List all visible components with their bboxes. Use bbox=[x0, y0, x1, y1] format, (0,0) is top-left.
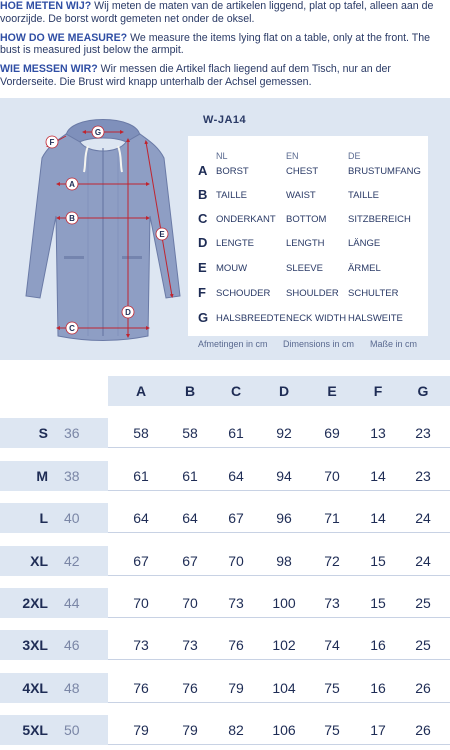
diagram-label-d: D bbox=[125, 308, 131, 317]
measurement-value: 70 bbox=[133, 595, 149, 611]
row-divider bbox=[108, 575, 450, 576]
size-label-cell bbox=[0, 461, 108, 491]
size-name: S bbox=[38, 425, 48, 441]
instructions-en bbox=[0, 32, 446, 58]
product-code: W-JA14 bbox=[203, 114, 247, 126]
diagram-label-c: C bbox=[69, 324, 75, 333]
legend-letter: C bbox=[198, 211, 208, 226]
measurement-value: 70 bbox=[324, 468, 340, 484]
measurement-value: 64 bbox=[228, 468, 244, 484]
legend-en: SLEEVE bbox=[286, 263, 323, 274]
size-name: M bbox=[36, 468, 48, 484]
measurement-value: 61 bbox=[182, 468, 198, 484]
diagram-label-b: B bbox=[69, 214, 75, 223]
measurement-value: 104 bbox=[272, 680, 296, 696]
column-header-b: B bbox=[184, 383, 196, 399]
size-eu: 50 bbox=[64, 722, 80, 738]
legend-header-nl: NL bbox=[216, 151, 228, 161]
diagram-label-e: E bbox=[159, 230, 165, 239]
heading-nl: HOE METEN WIJ? bbox=[0, 0, 92, 12]
measurement-value: 67 bbox=[182, 553, 198, 569]
text-en: We measure the items lying flat on a table, only at the front. The bust is measured just below the armpit. bbox=[0, 31, 430, 57]
measurement-value: 24 bbox=[415, 553, 431, 569]
table-row bbox=[0, 630, 450, 660]
legend-row-c bbox=[188, 210, 428, 230]
legend-row-d bbox=[188, 234, 428, 254]
legend-de: ÄRMEL bbox=[348, 263, 381, 274]
table-row bbox=[0, 588, 450, 618]
legend-row-g bbox=[188, 309, 428, 329]
legend-letter: E bbox=[198, 260, 207, 275]
measurement-value: 73 bbox=[324, 595, 340, 611]
diagram-label-f: F bbox=[49, 138, 55, 147]
legend-letter: F bbox=[198, 285, 206, 300]
measurement-value: 13 bbox=[370, 425, 386, 441]
measurement-value: 102 bbox=[272, 637, 296, 653]
legend-header-de: DE bbox=[348, 151, 361, 161]
measurement-value: 72 bbox=[324, 553, 340, 569]
legend-en: WAIST bbox=[286, 190, 316, 201]
legend-nl: BORST bbox=[216, 166, 249, 177]
size-name: 2XL bbox=[22, 595, 48, 611]
legend-row-f bbox=[188, 284, 428, 304]
measurement-value: 64 bbox=[133, 510, 149, 526]
measurement-value: 61 bbox=[228, 425, 244, 441]
legend-de: BRUSTUMFANG bbox=[348, 166, 421, 177]
measurement-value: 75 bbox=[324, 722, 340, 738]
measurement-value: 25 bbox=[415, 595, 431, 611]
size-label-cell bbox=[0, 546, 108, 576]
legend-letter: A bbox=[198, 163, 208, 178]
row-divider bbox=[108, 447, 450, 448]
legend-nl: MOUW bbox=[216, 263, 248, 274]
legend-nl: TAILLE bbox=[216, 190, 247, 201]
measurement-value: 67 bbox=[228, 510, 244, 526]
size-label-cell bbox=[0, 418, 108, 448]
column-header-c: C bbox=[230, 383, 242, 399]
size-eu: 46 bbox=[64, 637, 80, 653]
text-nl: Wij meten de maten van de artikelen liggend, plat op tafel, alleen aan de voorzijde. De borst wordt gemeten net onder de oksel. bbox=[0, 0, 434, 25]
size-label-cell bbox=[0, 715, 108, 745]
legend-nl: ONDERKANT bbox=[216, 214, 276, 225]
measurement-value: 15 bbox=[370, 553, 386, 569]
legend-de: TAILLE bbox=[348, 190, 379, 201]
size-label-cell bbox=[0, 630, 108, 660]
measurement-value: 26 bbox=[415, 722, 431, 738]
measurement-value: 79 bbox=[133, 722, 149, 738]
measurement-value: 26 bbox=[415, 680, 431, 696]
column-header-a: A bbox=[135, 383, 147, 399]
measurement-value: 70 bbox=[182, 595, 198, 611]
measurement-value: 14 bbox=[370, 468, 386, 484]
measurement-value: 79 bbox=[228, 680, 244, 696]
size-name: XL bbox=[30, 553, 48, 569]
diagram-label-g: G bbox=[94, 128, 102, 137]
legend-nl: SCHOUDER bbox=[216, 288, 271, 299]
measurement-value: 58 bbox=[182, 425, 198, 441]
coat-diagram bbox=[18, 106, 188, 351]
text-de: Wir messen die Artikel flach liegend auf dem Tisch, nur an der Vorderseite. Die Brust wird knapp unterhalb der Achsel gemessen. bbox=[0, 63, 391, 88]
size-eu: 42 bbox=[64, 553, 80, 569]
legend-en: NECK WIDTH bbox=[286, 313, 347, 324]
measurement-value: 17 bbox=[370, 722, 386, 738]
legend-en: LENGTH bbox=[286, 238, 325, 249]
legend-row-a bbox=[188, 162, 428, 182]
column-header-e: E bbox=[327, 383, 337, 399]
measurement-legend bbox=[188, 136, 428, 336]
measurement-value: 94 bbox=[276, 468, 292, 484]
measurement-value: 16 bbox=[370, 637, 386, 653]
measurement-value: 100 bbox=[272, 595, 296, 611]
measurement-value: 71 bbox=[324, 510, 340, 526]
measurement-value: 23 bbox=[415, 425, 431, 441]
size-eu: 40 bbox=[64, 510, 80, 526]
measurement-value: 67 bbox=[133, 553, 149, 569]
dimensions-de: Maße in cm bbox=[370, 339, 418, 349]
size-eu: 44 bbox=[64, 595, 80, 611]
heading-en: HOW DO WE MEASURE? bbox=[0, 31, 128, 44]
size-eu: 48 bbox=[64, 680, 80, 696]
size-label-cell bbox=[0, 588, 108, 618]
measurement-value: 82 bbox=[228, 722, 244, 738]
measurement-value: 64 bbox=[182, 510, 198, 526]
measurement-value: 70 bbox=[228, 553, 244, 569]
legend-nl: LENGTE bbox=[216, 238, 255, 249]
instructions-de bbox=[0, 63, 446, 89]
dimensions-nl: Afmetingen in cm bbox=[198, 339, 268, 349]
size-label-cell bbox=[0, 673, 108, 703]
table-row bbox=[0, 546, 450, 576]
measurement-value: 98 bbox=[276, 553, 292, 569]
measurement-value: 61 bbox=[133, 468, 149, 484]
heading-de: WIE MESSEN WIR? bbox=[0, 63, 98, 76]
size-name: 3XL bbox=[22, 637, 48, 653]
legend-letter: B bbox=[198, 187, 208, 202]
measurement-value: 14 bbox=[370, 510, 386, 526]
legend-de: LÄNGE bbox=[348, 238, 381, 249]
size-eu: 36 bbox=[64, 425, 80, 441]
legend-de: SITZBEREICH bbox=[348, 214, 411, 225]
measurement-value: 15 bbox=[370, 595, 386, 611]
dimensions-note bbox=[190, 339, 430, 353]
measurement-value: 58 bbox=[133, 425, 149, 441]
row-divider bbox=[108, 532, 450, 533]
measurement-value: 75 bbox=[324, 680, 340, 696]
measurement-value: 73 bbox=[182, 637, 198, 653]
measurement-value: 106 bbox=[272, 722, 296, 738]
measurement-panel bbox=[0, 98, 450, 360]
instructions-nl bbox=[0, 0, 446, 26]
measurement-value: 25 bbox=[415, 637, 431, 653]
row-divider bbox=[108, 490, 450, 491]
table-row bbox=[0, 461, 450, 491]
legend-header-en: EN bbox=[286, 151, 299, 161]
size-name: L bbox=[39, 510, 48, 526]
size-name: 4XL bbox=[22, 680, 48, 696]
measurement-value: 24 bbox=[415, 510, 431, 526]
measurement-value: 79 bbox=[182, 722, 198, 738]
table-row bbox=[0, 715, 450, 745]
measurement-value: 92 bbox=[276, 425, 292, 441]
legend-letter: G bbox=[198, 310, 209, 325]
table-row bbox=[0, 418, 450, 448]
diagram-label-a: A bbox=[69, 180, 75, 189]
measurement-value: 74 bbox=[324, 637, 340, 653]
measurement-instructions bbox=[0, 0, 446, 95]
legend-de: SCHULTER bbox=[348, 288, 399, 299]
size-eu: 38 bbox=[64, 468, 80, 484]
measurement-value: 73 bbox=[133, 637, 149, 653]
size-label-cell bbox=[0, 503, 108, 533]
measurement-value: 76 bbox=[133, 680, 149, 696]
legend-nl: HALSBREEDTE bbox=[216, 313, 286, 324]
legend-row-e bbox=[188, 259, 428, 279]
row-divider bbox=[108, 617, 450, 618]
measurement-value: 76 bbox=[228, 637, 244, 653]
legend-en: BOTTOM bbox=[286, 214, 327, 225]
legend-row-b bbox=[188, 186, 428, 206]
dimensions-en: Dimensions in cm bbox=[283, 339, 355, 349]
legend-de: HALSWEITE bbox=[348, 313, 403, 324]
legend-letter: D bbox=[198, 235, 208, 250]
column-header-g: G bbox=[417, 383, 429, 399]
column-header-f: F bbox=[373, 383, 383, 399]
table-row bbox=[0, 503, 450, 533]
legend-en: CHEST bbox=[286, 166, 319, 177]
measurement-value: 23 bbox=[415, 468, 431, 484]
measurement-value: 76 bbox=[182, 680, 198, 696]
row-divider bbox=[108, 744, 450, 745]
table-row bbox=[0, 673, 450, 703]
legend-en: SHOULDER bbox=[286, 288, 339, 299]
size-table-header bbox=[108, 376, 450, 406]
column-header-d: D bbox=[278, 383, 290, 399]
measurement-value: 73 bbox=[228, 595, 244, 611]
row-divider bbox=[108, 702, 450, 703]
size-name: 5XL bbox=[22, 722, 48, 738]
row-divider bbox=[108, 659, 450, 660]
measurement-value: 69 bbox=[324, 425, 340, 441]
measurement-value: 16 bbox=[370, 680, 386, 696]
measurement-value: 96 bbox=[276, 510, 292, 526]
